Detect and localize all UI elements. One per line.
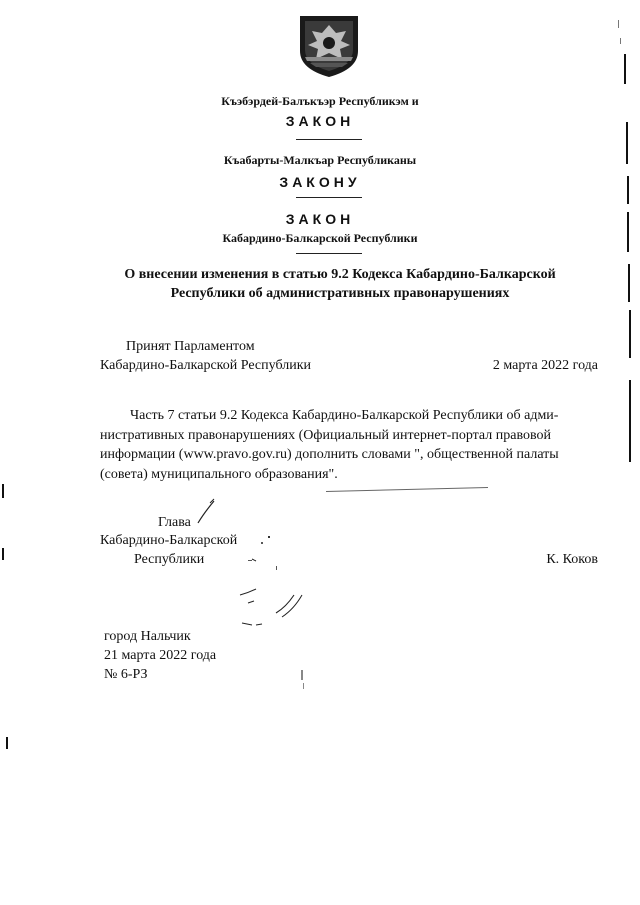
scan-line — [326, 487, 488, 492]
header-divider — [296, 139, 362, 140]
document-title — [100, 265, 580, 303]
body-line: нистративных правонарушениях (Официальный интернет-портал правовой — [100, 427, 551, 443]
footer-number: № 6-РЗ — [104, 667, 148, 682]
header-kabardian-title: ЗАКОН — [285, 113, 355, 129]
scan-mark — [627, 212, 629, 252]
scan-mark — [629, 310, 631, 358]
signature-position-line3: Республики — [134, 552, 205, 567]
signature-position-line2: Кабардино-Балкарской — [100, 533, 238, 548]
header-russian-title: ЗАКОН — [285, 211, 355, 227]
scan-mark — [248, 560, 252, 561]
header-balkar-title: ЗАКОНУ — [279, 174, 361, 190]
header-kabardian-line: Къэбэрдей-Балъкъэр Республикэм и — [221, 94, 419, 108]
body-paragraph — [100, 406, 598, 484]
scan-mark — [268, 536, 270, 538]
header-russian-line: Кабардино-Балкарской Республики — [222, 231, 418, 245]
signature-position-line1: Глава — [158, 515, 191, 530]
document-title-line: Республики об административных правонарушениях — [170, 286, 510, 301]
header-divider — [296, 197, 362, 198]
body-line: информации (www.pravo.gov.ru) дополнить словами ", общественной палаты — [100, 447, 559, 462]
scan-mark — [2, 484, 4, 498]
signatory-name: К. Коков — [546, 552, 598, 567]
scan-mark — [628, 264, 630, 302]
scan-mark — [618, 20, 619, 28]
footer-city: город Нальчик — [104, 629, 191, 644]
handwritten-signature-icon — [190, 495, 320, 635]
scan-mark — [624, 54, 626, 84]
scan-mark — [276, 566, 277, 570]
scan-mark — [627, 176, 629, 204]
header-divider — [296, 253, 362, 254]
adoption-date: 2 марта 2022 года — [492, 358, 598, 373]
document-title-line: О внесении изменения в статью 9.2 Кодекса Кабардино-Балкарской — [124, 267, 556, 282]
scan-mark — [6, 737, 8, 749]
footer-date: 21 марта 2022 года — [104, 648, 217, 663]
scan-mark — [2, 548, 4, 560]
body-line: (совета) муниципального образования". — [100, 466, 338, 482]
scan-mark — [303, 683, 304, 689]
adoption-line1: Принят Парламентом — [126, 339, 255, 354]
scan-mark — [626, 122, 628, 164]
header-balkar-line: Къабарты-Малкъар Республиканы — [223, 153, 417, 167]
scan-mark — [620, 38, 621, 44]
body-line: Часть 7 статьи 9.2 Кодекса Кабардино-Балкарской Республики об адми- — [130, 408, 559, 423]
adoption-line2: Кабардино-Балкарской Республики — [100, 358, 311, 373]
coat-of-arms-icon — [296, 13, 362, 79]
scan-mark — [301, 670, 303, 680]
scan-mark — [629, 380, 631, 462]
